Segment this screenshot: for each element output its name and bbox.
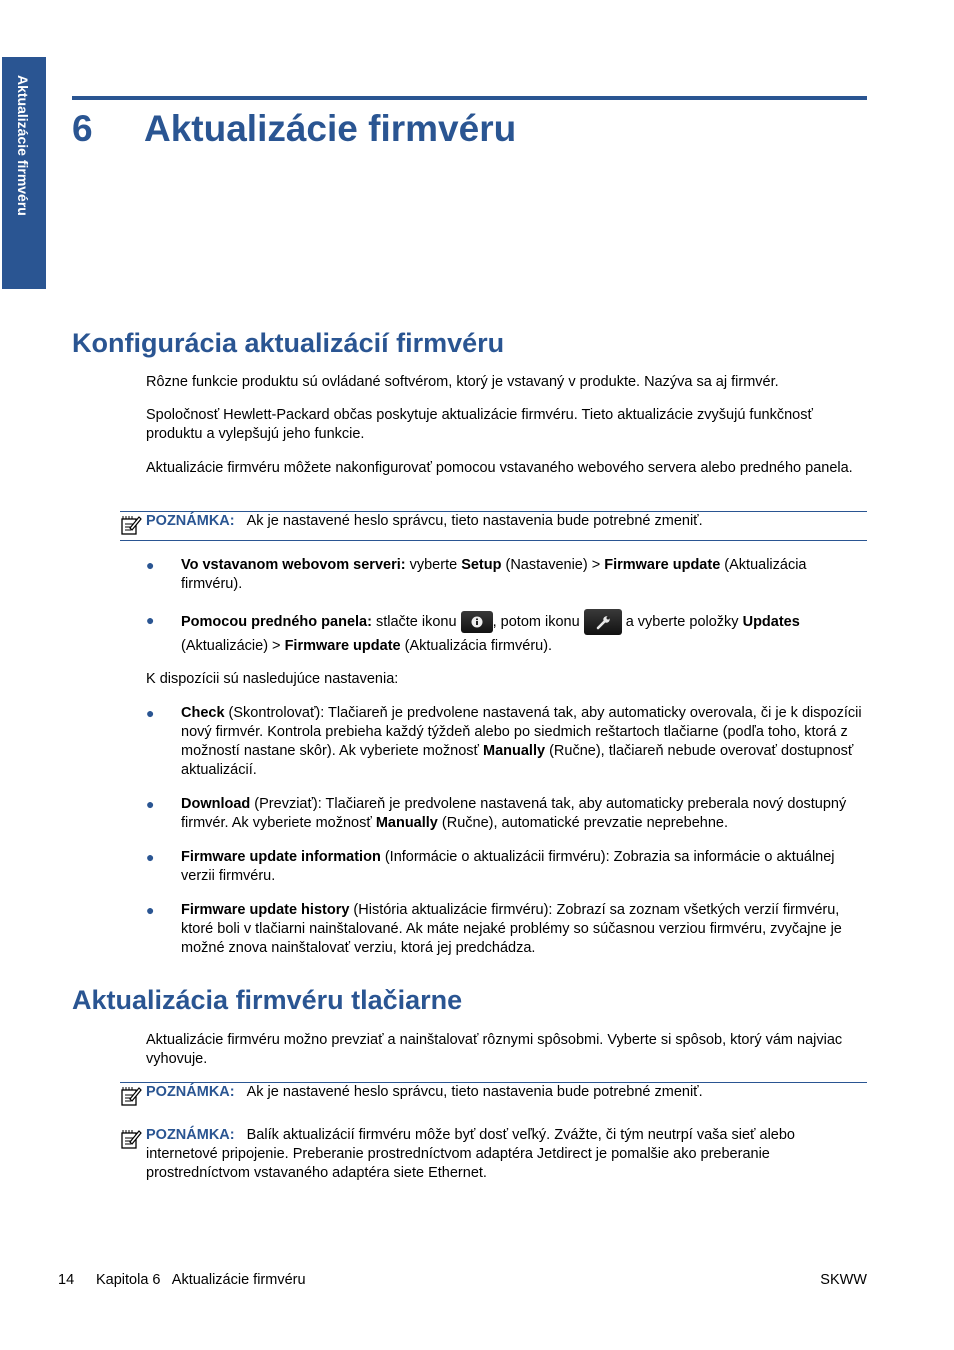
setting-option: Manually xyxy=(375,815,438,831)
footer-chapter: Kapitola 6 Aktualizácie firmvéru xyxy=(96,1272,306,1288)
note-label: POZNÁMKA: xyxy=(146,1084,235,1100)
note-box xyxy=(120,511,867,541)
menu-setup: Setup xyxy=(461,557,502,573)
note-label: POZNÁMKA: xyxy=(146,1127,235,1143)
note-label: POZNÁMKA: xyxy=(146,513,235,529)
bullet-dot: ● xyxy=(146,612,155,628)
note-box xyxy=(120,1082,867,1117)
bullet-text: (Aktualizácia firmvéru). xyxy=(181,557,807,592)
footer-page-number: 14 xyxy=(58,1272,75,1288)
list-item xyxy=(146,901,868,958)
paragraph: K dispozícii sú nasledujúce nastavenia: xyxy=(146,671,399,687)
bullet-dot: ● xyxy=(146,796,155,812)
setting-text: (Informácie o aktualizácii firmvéru): Zobrazia sa informácie o aktuálnej verzii firmvéru. xyxy=(181,849,835,884)
note-text: Ak je nastavené heslo správcu, tieto nastavenia bude potrebné zmeniť. xyxy=(246,1084,703,1100)
bullet-dot: ● xyxy=(146,557,155,573)
bullet-bold: Vo vstavanom webovom serveri: xyxy=(181,557,406,573)
list-item xyxy=(146,609,868,657)
chapter-rule xyxy=(72,96,867,100)
setting-name: Download xyxy=(181,796,251,812)
setting-text: (Skontrolovať): Tlačiareň je predvolene nastavená tak, aby automaticky overovala, či je k dispozícii nový firmvér. Kontrola prebieha každý týždeň alebo po siedmich reštartoch tlačiarne (podľa toho, ktorá z možností nastane skôr). Ak vyberiete možnosť xyxy=(181,705,862,759)
paragraph: Spoločnosť Hewlett-Packard občas poskytuje aktualizácie firmvéru. Tieto aktualizácie zvyšujú funkčnosť produktu a vylepšujú jeho funkcie. xyxy=(146,407,813,442)
side-tab-label: Aktualizácie firmvéru xyxy=(15,75,31,216)
note-box xyxy=(120,1126,867,1183)
menu-firmware-update: Firmware update xyxy=(284,638,401,654)
info-icon xyxy=(461,611,493,633)
setting-text: (Ručne), tlačiareň nebude overovať dostupnosť aktualizácií. xyxy=(181,743,854,778)
section-heading-config: Konfigurácia aktualizácií firmvéru xyxy=(72,328,505,358)
list-item xyxy=(146,795,868,833)
note-text: Ak je nastavené heslo správcu, tieto nastavenia bude potrebné zmeniť. xyxy=(246,513,703,529)
note-text: Balík aktualizácií firmvéru môže byť dosť veľký. Zvážte, či tým neutrpí vaša sieť alebo internetové pripojenie. Preberanie prostredníctvom adaptéra Jetdirect je pomalšie ako preberanie prostredníctvom vstavaného adaptéra siete Ethernet. xyxy=(146,1127,795,1181)
bullet-bold: Pomocou predného panela: xyxy=(181,613,372,630)
note-icon xyxy=(120,1128,142,1150)
bullet-text: vyberte xyxy=(405,557,462,573)
chapter-title xyxy=(72,108,516,150)
chapter-title-text: Aktualizácie firmvéru xyxy=(144,108,517,149)
wrench-icon xyxy=(584,609,622,635)
setting-text: (Ručne), automatické prevzatie neprebehne. xyxy=(437,815,729,831)
menu-firmware-update: Firmware update xyxy=(604,557,721,573)
bullet-dot: ● xyxy=(146,705,155,721)
list-item xyxy=(146,704,868,780)
bullet-text: (Aktualizácie) > xyxy=(181,638,285,654)
list-item xyxy=(146,556,868,594)
bullet-text: stlačte ikonu xyxy=(371,613,461,630)
bullet-text: (Nastavenie) > xyxy=(501,557,605,573)
setting-option: Manually xyxy=(483,743,546,759)
side-tab xyxy=(2,57,46,289)
section-heading-update: Aktualizácia firmvéru tlačiarne xyxy=(72,985,463,1015)
footer-code: SKWW xyxy=(820,1272,867,1288)
chapter-number: 6 xyxy=(72,108,93,149)
paragraph: Aktualizácie firmvéru možno prevziať a nainštalovať rôznymi spôsobmi. Vyberte si spôsob, ktorý vám najviac vyhovuje. xyxy=(146,1032,843,1067)
paragraph: Rôzne funkcie produktu sú ovládané softvérom, ktorý je vstavaný v produkte. Nazýva sa aj firmvér. xyxy=(146,374,779,390)
setting-name: Check xyxy=(181,705,225,721)
bullet-text: (Aktualizácia firmvéru). xyxy=(400,638,553,654)
bullet-dot: ● xyxy=(146,849,155,865)
note-icon xyxy=(120,1085,142,1107)
setting-text: (História aktualizácie firmvéru): Zobrazí sa zoznam všetkých verzií firmvéru, ktoré boli v tlačiarni nainštalované. Ak máte nejaké problémy so súčasnou verziou firmvéru, zvyčajne je možné znova nainštalovať verziu, ktorá jej predchádza. xyxy=(181,902,842,956)
bullet-dot: ● xyxy=(146,902,155,918)
setting-name: Firmware update information xyxy=(181,849,381,865)
paragraph: Aktualizácie firmvéru môžete nakonfigurovať pomocou vstavaného webového servera alebo predného panela. xyxy=(146,460,853,476)
menu-updates: Updates xyxy=(742,613,800,630)
note-icon xyxy=(120,514,142,536)
list-item xyxy=(146,848,868,886)
bullet-text: , potom ikonu xyxy=(492,613,584,630)
bullet-text: a vyberte položky xyxy=(621,613,743,630)
setting-name: Firmware update history xyxy=(181,902,350,918)
setting-text: (Prevziať): Tlačiareň je predvolene nastavená tak, aby automaticky preberala nový dostupný firmvér. Ak vyberiete možnosť xyxy=(181,796,847,831)
